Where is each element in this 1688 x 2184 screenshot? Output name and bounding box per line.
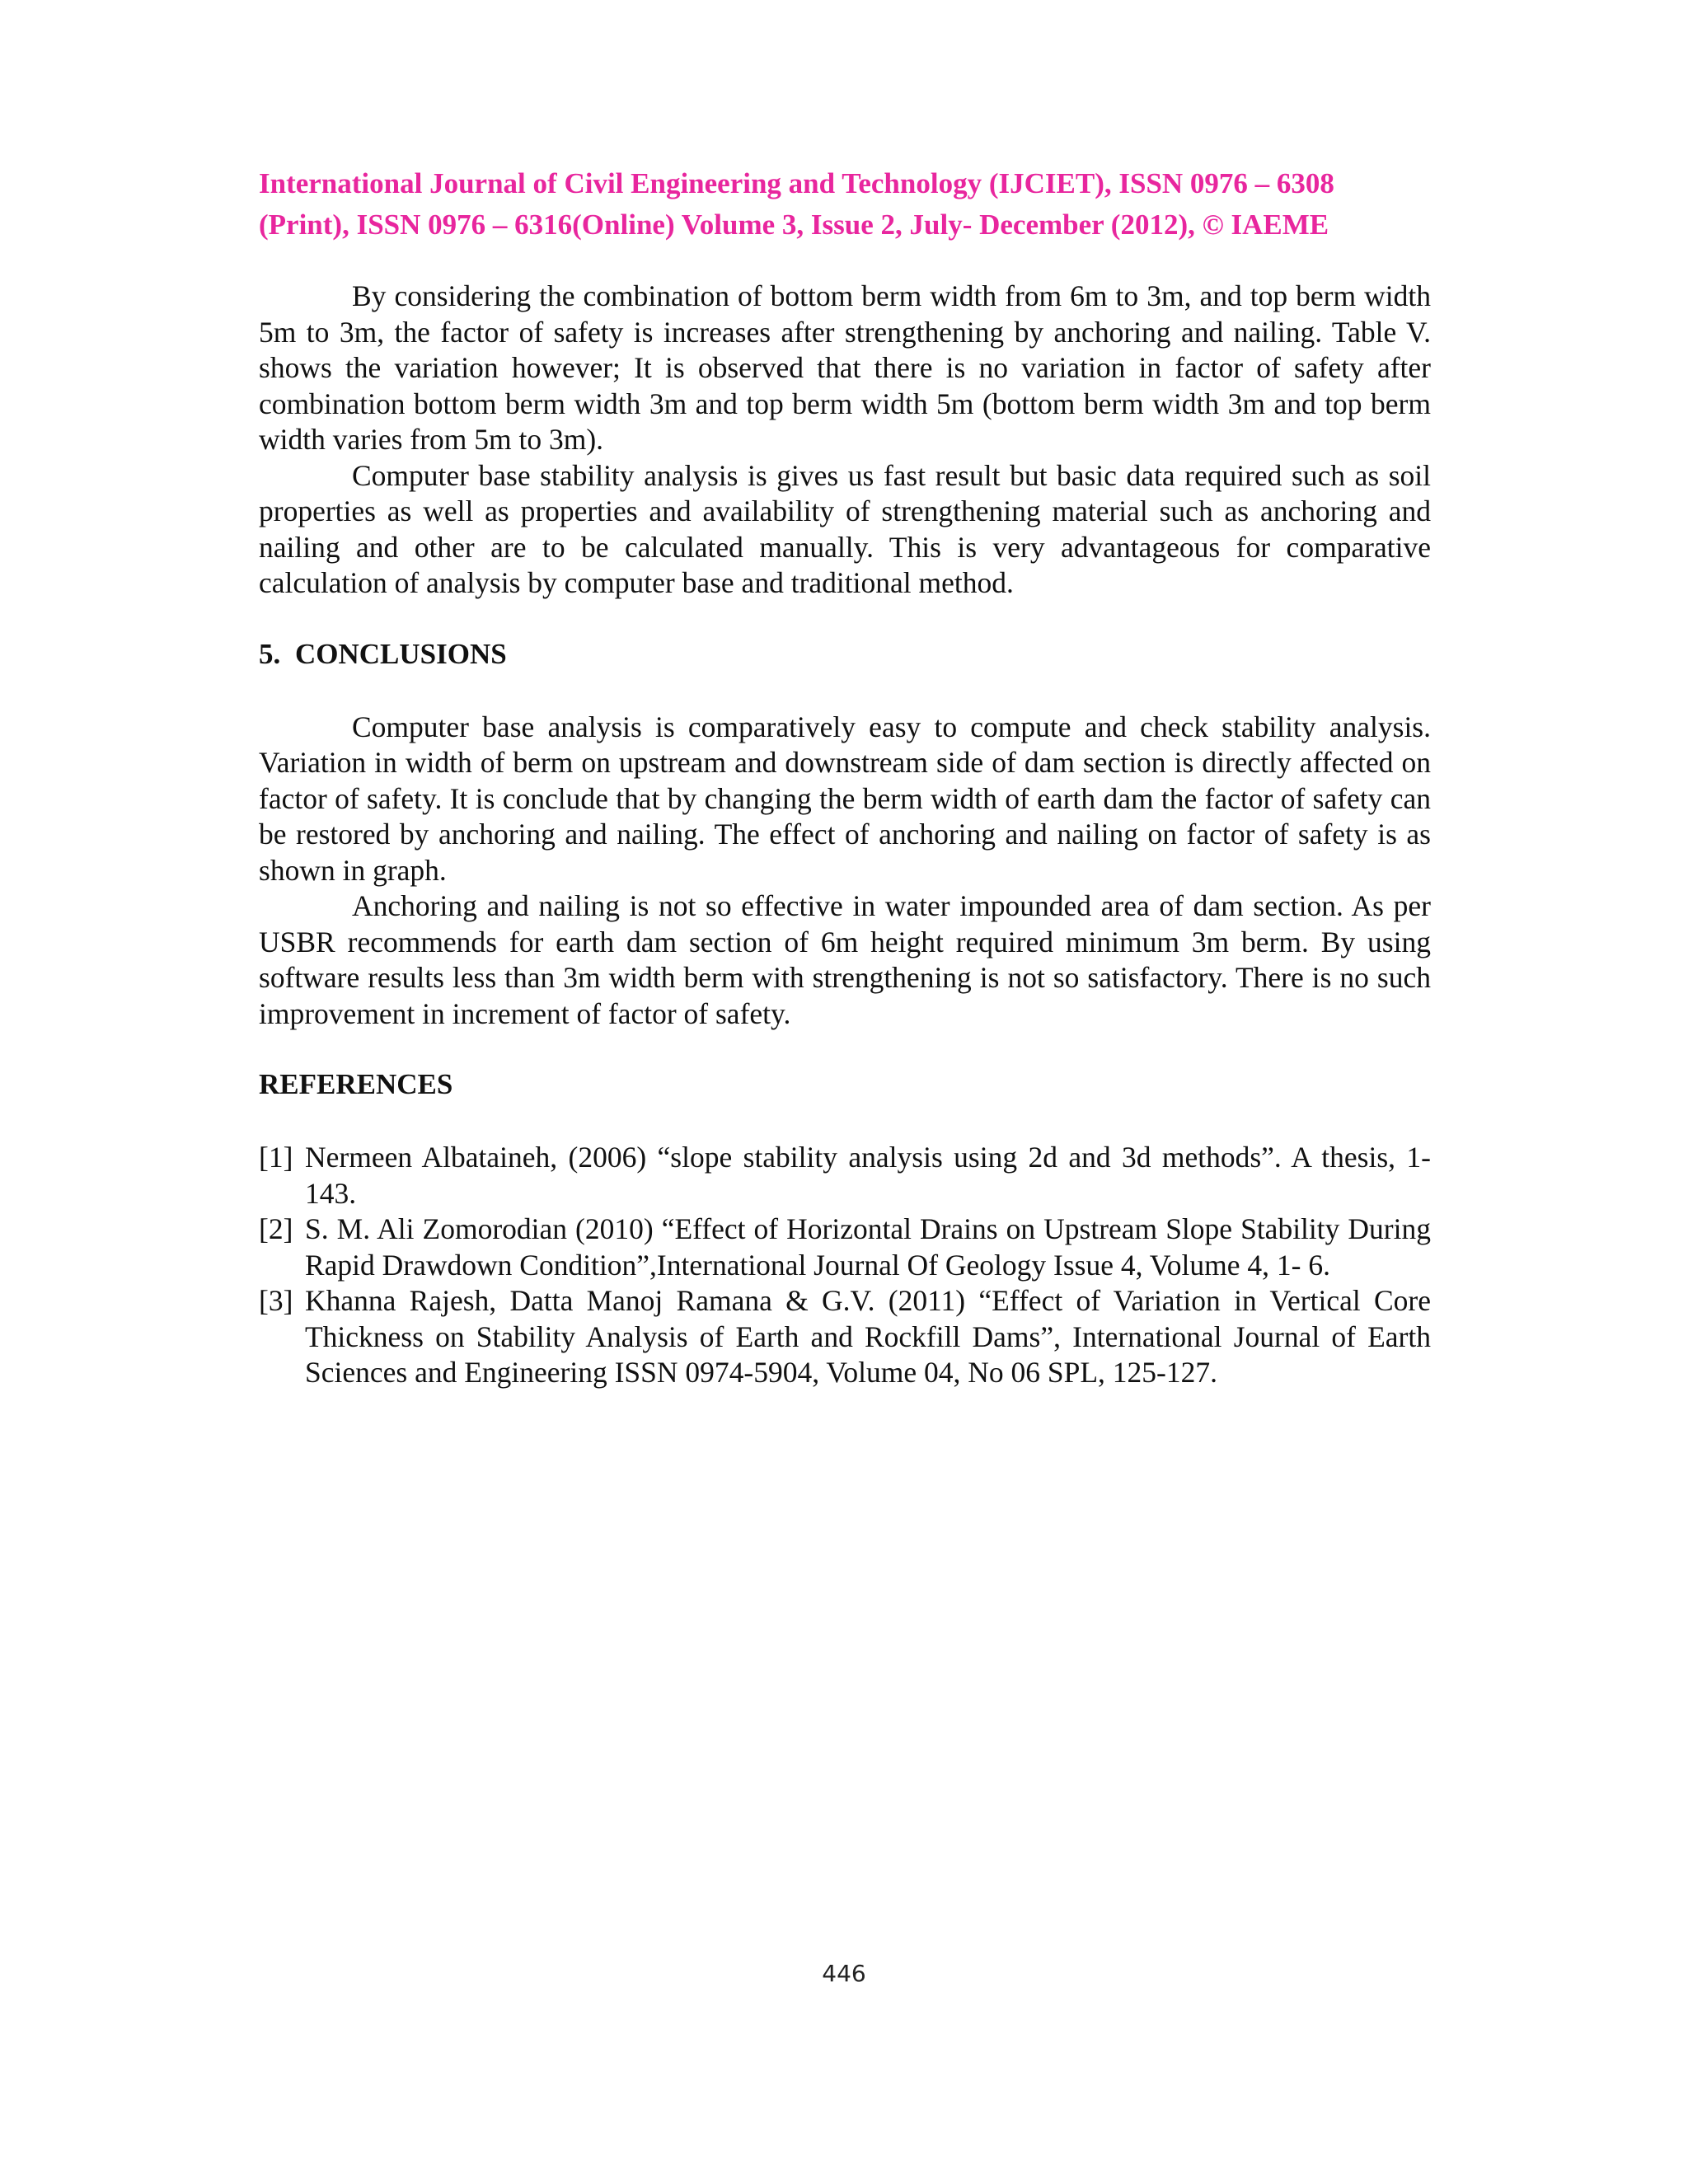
intro-paragraph-2: Computer base stability analysis is gives us fast result but basic data required such as soil properties as well as properties and availability of strengthening material such as anchoring and nailing and other are to be calculated manually. This is very advantageous for comparative calculation of analysis by computer base and traditional method.: [259, 458, 1431, 599]
journal-header-line-2: (Print), ISSN 0976 – 6316(Online) Volume 3, Issue 2, July- December (2012), © IAEME: [259, 209, 1329, 241]
conclusions-paragraph-2: Anchoring and nailing is not so effective in water impounded area of dam section. As per USBR recommends for earth dam section of 6m height required minimum 3m berm. By using software results less than 3m width berm with strengthening is not so satisfactory. There is no such improvement in increment of factor of safety.: [259, 889, 1431, 1030]
reference-number: [2]: [259, 1212, 293, 1245]
reference-item: [259, 1283, 1431, 1391]
conclusions-paragraph-1: Computer base analysis is comparatively easy to compute and check stability analysis. Variation in width of berm on upstream and downstream side of dam section is directly affected on factor of safety. It is conclude that by changing the berm width of earth dam the factor of safety can be restored by anchoring and nailing. The effect of anchoring and nailing on factor of safety is as shown in graph.: [259, 710, 1431, 887]
page-content: [259, 163, 1431, 1391]
section-number: 5.: [259, 637, 281, 670]
reference-text: Nermeen Albataineh, (2006) “slope stability analysis using 2d and 3d methods”. A thesis, 1-143.: [305, 1141, 1431, 1210]
reference-text: S. M. Ali Zomorodian (2010) “Effect of Horizontal Drains on Upstream Slope Stability During Rapid Drawdown Condition”,International Journal Of Geology Issue 4, Volume 4, 1- 6.: [305, 1212, 1431, 1282]
intro-paragraph-1: By considering the combination of bottom berm width from 6m to 3m, and top berm width 5m to 3m, the factor of safety is increases after strengthening by anchoring and nailing. Table V. shows the variation however; It is observed that there is no variation in factor of safety after combination bottom berm width 3m and top berm width 5m (bottom berm width 3m and top berm width varies from 5m to 3m).: [259, 279, 1431, 456]
journal-header-line-1: International Journal of Civil Engineering and Technology (IJCIET), ISSN 0976 – 6308: [259, 167, 1334, 199]
reference-item: [259, 1140, 1431, 1212]
reference-number: [1]: [259, 1141, 293, 1174]
references-list: [259, 1140, 1431, 1391]
conclusions-heading: [259, 636, 1431, 673]
reference-number: [3]: [259, 1284, 293, 1317]
page-number: 446: [822, 1960, 866, 1987]
references-heading: REFERENCES: [259, 1068, 453, 1100]
section-title: CONCLUSIONS: [295, 637, 507, 670]
reference-text: Khanna Rajesh, Datta Manoj Ramana & G.V. (2011) “Effect of Variation in Vertical Core Thickness on Stability Analysis of Earth and Rockfill Dams”, International Journal of Earth Sciences and Engineering ISSN 0974-5904, Volume 04, No 06 SPL, 125-127.: [305, 1284, 1431, 1389]
reference-item: [259, 1212, 1431, 1283]
journal-header: [259, 163, 1431, 246]
